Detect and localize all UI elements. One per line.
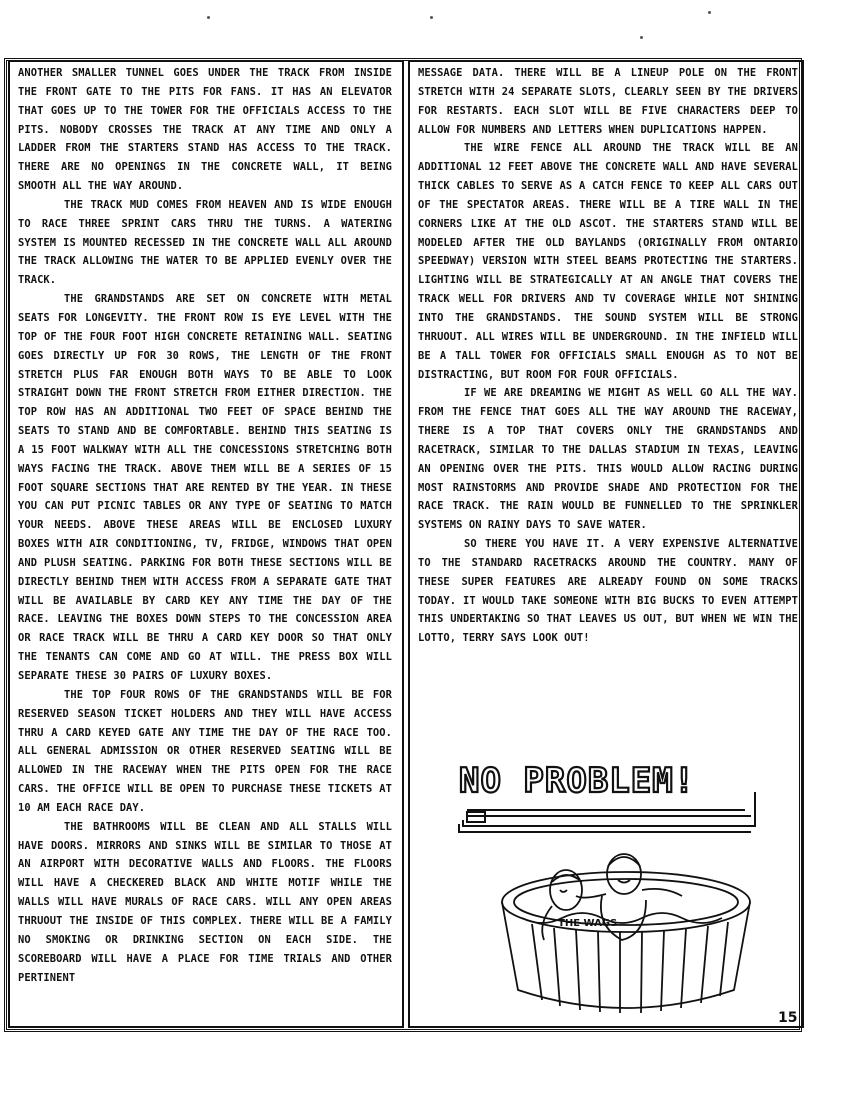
- paragraph: SO THERE YOU HAVE IT. A VERY EXPENSIVE ALTERNATIVE TO THE STANDARD RACETRACKS AROUND THE COUNTRY. MANY OF THESE SUPER FEATURES ARE ALREADY FOUND ON SOME TRACKS TODAY. IT WOULD TAKE SOMEONE WITH BIG BUCKS TO EVEN ATTEMPT THIS UNDERTAKING SO THAT LEAVES US OUT, BUT WHEN WE WIN THE LOTTO, TERRY SAYS LOOK OUT!: [418, 538, 798, 645]
- paragraph: THE BATHROOMS WILL BE CLEAN AND ALL STALLS WILL HAVE DOORS. MIRRORS AND SINKS WILL BE SIMILAR TO THOSE AT AN AIRPORT WITH DECORATIVE WALLS AND FLOORS. THE FLOORS WILL HAVE A CHECKERED BLACK AND WHITE MOTIF WHILE THE WALLS WILL HAVE MURALS OF RACE CARS. WILL ANY OPEN AREAS THRUOUT THE INSIDE OF THIS COMPLEX. THERE WILL BE A FAMILY NO SMOKING OR DRINKING SECTION ON EACH SIDE. THE SCOREBOARD WILL HAVE A PLACE FOR TIME TRIALS AND OTHER PERTINENT: [18, 820, 392, 984]
- right-column: [418, 64, 798, 648]
- paragraph: IF WE ARE DREAMING WE MIGHT AS WELL GO ALL THE WAY. FROM THE FENCE THAT GOES ALL THE WAY AROUND THE RACEWAY, THERE IS A TOP THAT COVERS ONLY THE GRANDSTANDS AND RACETRACK, SIMILAR TO THE DALLAS STADIUM IN TEXAS, LEAVING AN OPENING OVER THE PITS. THIS WOULD ALLOW RACING DURING MOST RAINSTORMS AND PROVIDE SHADE AND PROTECTION FOR THE RACE TRACK. THE RAIN WOULD BE FUNNELLED TO THE SPRINKLER SYSTEMS ON RAINY DAYS TO SAVE WATER.: [418, 387, 798, 532]
- paragraph: THE WIRE FENCE ALL AROUND THE TRACK WILL BE AN ADDITIONAL 12 FEET ABOVE THE CONCRETE WALL AND HAVE SEVERAL THICK CABLES TO SERVE AS A CATCH FENCE TO KEEP ALL CARS OUT OF THE SPECTATOR AREAS. THERE WILL BE A TIRE WALL IN THE CORNERS LIKE AT THE OLD ASCOT. THE STARTERS STAND WILL BE MODELED AFTER THE OLD BAYLANDS (ORIGINALLY FROM ONTARIO SPEEDWAY) VERSION WITH STEEL BEAMS PROTECTING THE STARTERS. LIGHTING WILL BE STRATEGICALLY AT AN ANGLE THAT COVERS THE TRACK WELL FOR DRIVERS AND TV COVERAGE WHILE NOT SHINING INTO THE GRANDSTANDS. THE SOUND SYSTEM WILL BE STRONG THRUOUT. ALL WIRES WILL BE UNDERGROUND. IN THE INFIELD WILL BE A TALL TOWER FOR OFFICIALS SMALL ENOUGH AS TO NOT BE DISTRACTING, BUT ROOM FOR FOUR OFFICIALS.: [418, 142, 798, 381]
- paragraph: ANOTHER SMALLER TUNNEL GOES UNDER THE TRACK FROM INSIDE THE FRONT GATE TO THE PITS FOR FANS. IT HAS AN ELEVATOR THAT GOES UP TO THE TOWER FOR THE OFFICIALS ACCESS TO THE PITS. NOBODY CROSSES THE TRACK AT ANY TIME AND ONLY A LADDER FROM THE STARTERS STAND HAS ACCESS TO THE TRACK. THERE ARE NO OPENINGS IN THE CONCRETE WALL, IT BEING SMOOTH ALL THE WAY AROUND.: [18, 67, 392, 193]
- left-column: [18, 64, 392, 987]
- scan-speck: [640, 36, 643, 39]
- cartoon-caption: THE WAGS: [558, 918, 618, 929]
- page-number: 15: [778, 1010, 798, 1026]
- paragraph: THE TOP FOUR ROWS OF THE GRANDSTANDS WILL BE FOR RESERVED SEASON TICKET HOLDERS AND THEY WILL HAVE ACCESS THRU A CARD KEYED GATE ANY TIME THE DAY OF THE RACE TOO. ALL GENERAL ADMISSION OR OTHER RESERVED SEATING WILL BE ALLOWED IN THE RACEWAY WHEN THE PITS OPEN FOR THE RACE CARS. THE OFFICE WILL BE OPEN TO PURCHASE THESE TICKETS AT 10 AM EACH RACE DAY.: [18, 688, 392, 814]
- paragraph: THE GRANDSTANDS ARE SET ON CONCRETE WITH METAL SEATS FOR LONGEVITY. THE FRONT ROW IS EYE LEVEL WITH THE TOP OF THE FOUR FOOT HIGH CONCRETE RETAINING WALL. SEATING GOES DIRECTLY UP FOR 30 ROWS, THE LENGTH OF THE FRONT STRETCH PLUS FAR ENOUGH BOTH WAYS TO BE ABLE TO LOOK STRAIGHT DOWN THE FRONT STRETCH FROM EITHER DIRECTION. THE TOP ROW HAS AN ADDITIONAL TWO FEET OF SPACE BEHIND THE SEATS TO STAND AND BE COMFORTABLE. BEHIND THIS SEATING IS A 15 FOOT WALKWAY WITH ALL THE CONCESSIONS STRETCHING BOTH WAYS FACING THE TRACK. ABOVE THEM WILL BE A SERIES OF 15 FOOT SQUARE SECTIONS THAT ARE RENTED BY THE YEAR. IN THESE YOU CAN PUT PICNIC TABLES OR ANY TYPE OF SEATING TO MATCH YOUR NEEDS. ABOVE THESE AREAS WILL BE ENCLOSED LUXURY BOXES WITH AIR CONDITIONING, TV, FRIDGE, WINDOWS THAT OPEN AND PLUSH SEATING. PARKING FOR BOTH THESE SECTIONS WILL BE DIRECTLY BEHIND THEM WITH ACCESS FROM A SEPARATE GATE THAT WILL BE AVAILABLE BY CARD KEY ANY TIME THE DAY OF THE RACE. LEAVING THE BOXES DOWN STEPS TO THE CONCESSION AREA OR RACE TRACK WILL BE THRU A CARD KEY DOOR SO THAT ONLY THE TENANTS CAN COME AND GO AT WILL. THE PRESS BOX WILL SEPARATE THESE 30 PAIRS OF LUXURY BOXES.: [18, 293, 392, 682]
- no-problem-logo: [445, 752, 765, 842]
- scan-speck: [430, 16, 433, 19]
- hot-tub-cartoon: [492, 840, 760, 1018]
- paragraph: THE TRACK MUD COMES FROM HEAVEN AND IS WIDE ENOUGH TO RACE THREE SPRINT CARS THRU THE TURNS. A WATERING SYSTEM IS MOUNTED RECESSED IN THE CONCRETE WALL ALL AROUND THE TRACK ALLOWING THE WATER TO BE APPLIED EVENLY OVER THE TRACK.: [18, 198, 392, 287]
- scan-speck: [708, 11, 711, 14]
- scan-speck: [207, 16, 210, 19]
- paragraph: MESSAGE DATA. THERE WILL BE A LINEUP POLE ON THE FRONT STRETCH WITH 24 SEPARATE SLOTS, CLEARLY SEEN BY THE DRIVERS FOR RESTARTS. EACH SLOT WILL BE FIVE CHARACTERS DEEP TO ALLOW FOR NUMBERS AND LETTERS WHEN DUPLICATIONS HAPPEN.: [418, 67, 798, 136]
- logo-text: NO PROBLEM!: [459, 761, 696, 801]
